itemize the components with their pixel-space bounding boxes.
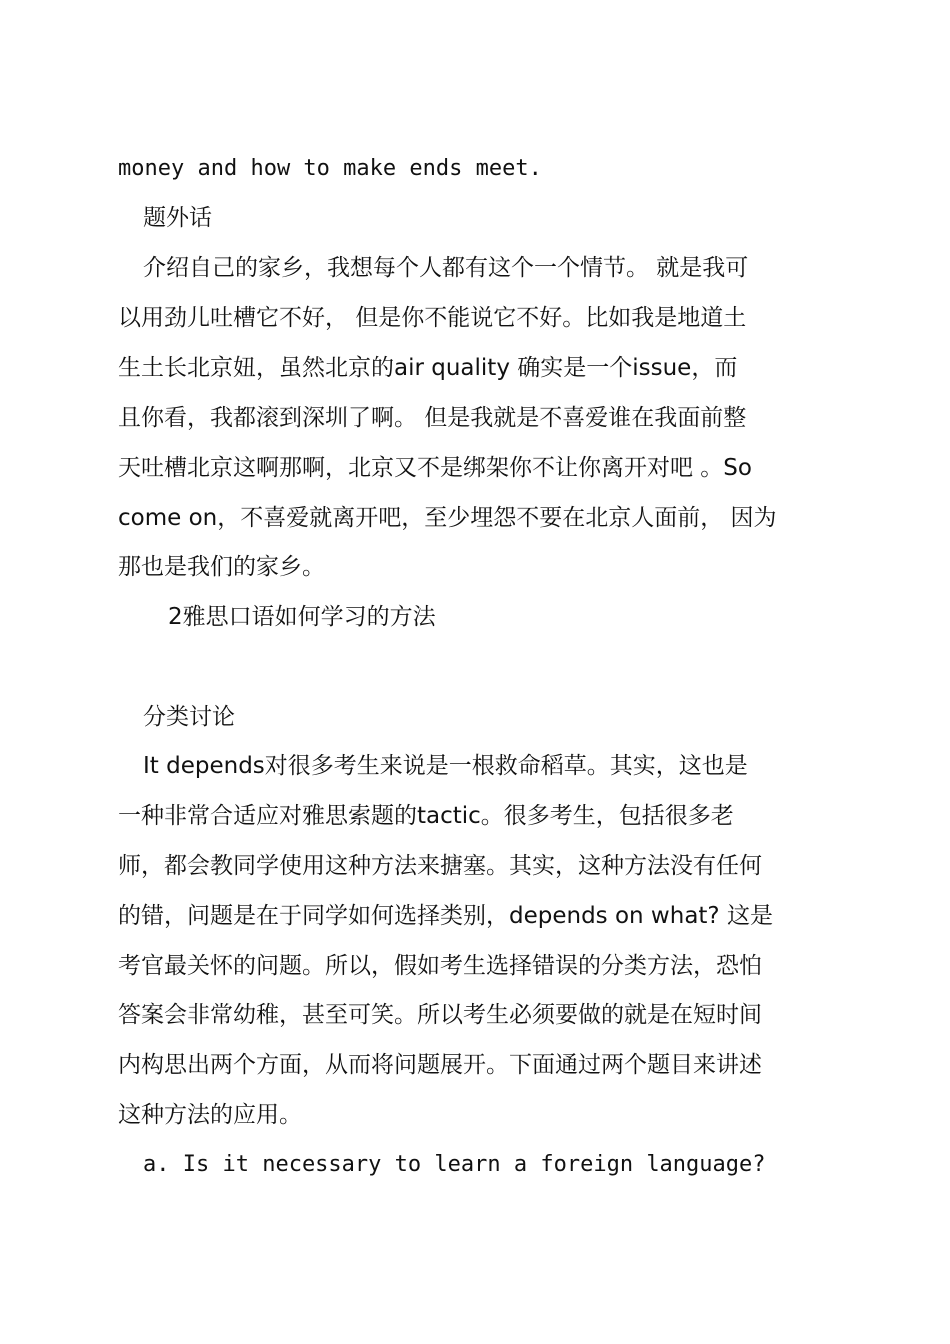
paragraph-line: 考官最关怀的问题。所以，假如考生选择错误的分类方法，恐怕 [118, 953, 762, 979]
paragraph-line: It depends对很多考生来说是一根救命稻草。其实，这也是 [143, 753, 748, 779]
paragraph-line: 师，都会教同学使用这种方法来搪塞。其实，这种方法没有任何 [118, 853, 762, 879]
paragraph-line: 这种方法的应用。 [118, 1102, 302, 1128]
section-title: 2雅思口语如何学习的方法 [168, 604, 436, 630]
paragraph-line: 一种非常合适应对雅思索题的tactic。很多考生，包括很多老 [118, 803, 734, 829]
paragraph-line: 的错，问题是在于同学如何选择类别，depends on what? 这是 [118, 903, 773, 929]
subsection-heading: 分类讨论 [143, 704, 235, 730]
paragraph-line: 内构思出两个方面，从而将问题展开。下面通过两个题目来讲述 [118, 1052, 762, 1078]
paragraph-line: 那也是我们的家乡。 [118, 554, 325, 580]
text-line-continuation: money and how to make ends meet. [118, 156, 542, 181]
section-heading-aside: 题外话 [143, 205, 212, 231]
paragraph-line: 以用劲儿吐槽它不好， 但是你不能说它不好。比如我是地道土 [118, 305, 747, 331]
paragraph-line: come on，不喜爱就离开吧，至少埋怨不要在北京人面前， 因为 [118, 505, 777, 531]
paragraph-line: 天吐槽北京这啊那啊，北京又不是绑架你不让你离开对吧 。So [118, 455, 752, 481]
paragraph-line: 生土长北京妞，虽然北京的air quality 确实是一个issue，而 [118, 355, 738, 381]
paragraph-line: 介绍自己的家乡，我想每个人都有这个一个情节。 就是我可 [143, 255, 749, 281]
paragraph-line: 答案会非常幼稚，甚至可笑。所以考生必须要做的就是在短时间 [118, 1002, 762, 1028]
paragraph-line: 且你看，我都滚到深圳了啊。 但是我就是不喜爱谁在我面前整 [118, 405, 747, 431]
question-line: a. Is it necessary to learn a foreign language? [143, 1152, 766, 1177]
